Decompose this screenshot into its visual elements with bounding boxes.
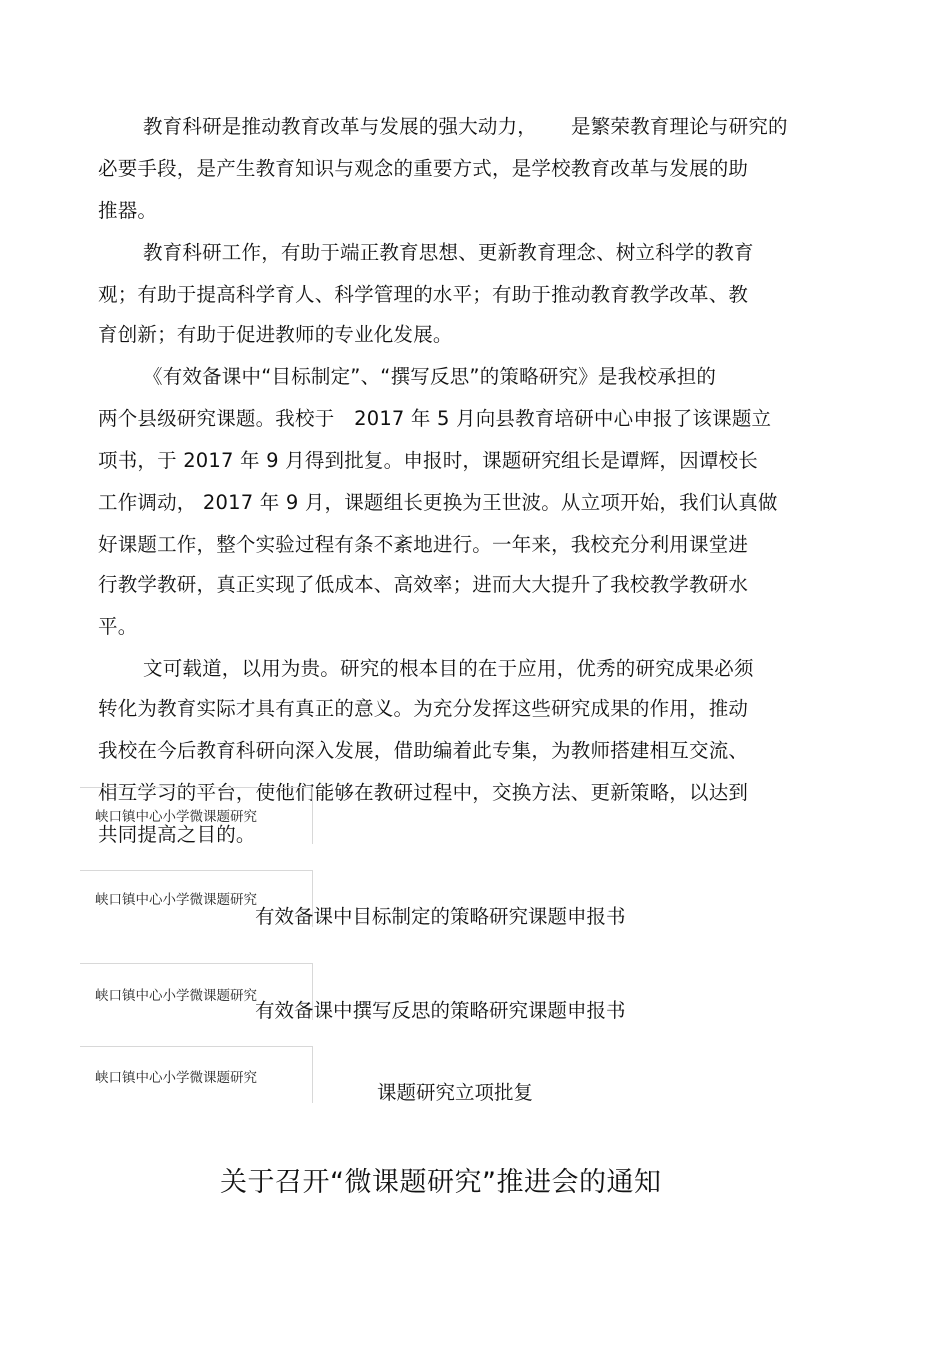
paragraph-4-line-1: 文可载道，以用为贵。研究的根本目的在于应用，优秀的研究成果必须: [143, 657, 754, 680]
paragraph-1-line-2: 必要手段，是产生教育知识与观念的重要方式，是学校教育改革与发展的助: [98, 157, 749, 180]
paragraph-2-line-2: 观；有助于提高科学育人、科学管理的水平；有助于推动教育教学改革、教: [98, 283, 749, 306]
paragraph-3-line-1: 《有效备课中“目标制定”、“撰写反思”的策略研究》是我校承担的: [143, 365, 717, 388]
paragraph-3-line-7: 平。: [98, 615, 138, 638]
paragraph-3-line-4: 工作调动， 2017 年 9 月，课题组长更换为王世波。从立项开始，我们认真做: [98, 491, 778, 514]
paragraph-3-line-5: 好课题工作，整个实验过程有条不紊地进行。一年来，我校充分利用课堂进: [98, 533, 749, 556]
page-header-text: 峡口镇中心小学微课题研究: [95, 1070, 257, 1086]
paragraph-1-line-1b: 是繁荣教育理论与研究的: [571, 115, 788, 138]
paragraph-2-line-3: 育创新；有助于促进教师的专业化发展。: [98, 323, 453, 346]
paragraph-3-line-2: 两个县级研究课题。我校于 2017 年 5 月向县教育培研中心申报了该课题立: [98, 407, 772, 430]
notice-title: 关于召开“微课题研究”推进会的通知: [220, 1167, 662, 1198]
section-title-reflection-writing: 有效备课中撰写反思的策略研究课题申报书: [255, 999, 626, 1022]
paragraph-2-line-1: 教育科研工作，有助于端正教育思想、更新教育理念、树立科学的教育: [143, 241, 754, 264]
paragraph-4-line-3: 我校在今后教育科研向深入发展，借助编着此专集，为教师搭建相互交流、: [98, 739, 749, 762]
paragraph-3-line-3: 项书，于 2017 年 9 月得到批复。申报时，课题研究组长是谭辉，因谭校长: [98, 449, 758, 472]
section-title-approval: 课题研究立项批复: [377, 1081, 534, 1104]
paragraph-1-line-1: [143, 115, 788, 139]
page-header-text: 峡口镇中心小学微课题研究: [95, 809, 257, 825]
paragraph-3-line-6: 行教学教研，真正实现了低成本、高效率；进而大大提升了我校教学教研水: [98, 573, 749, 596]
paragraph-4-line-4: 相互学习的平台，使他们能够在教研过程中，交换方法、更新策略，以达到: [98, 781, 749, 804]
paragraph-1-line-3: 推器。: [98, 199, 158, 222]
page-header-text: 峡口镇中心小学微课题研究: [95, 988, 257, 1004]
paragraph-4-line-5: 共同提高之目的。: [98, 823, 256, 846]
paragraph-4-line-2: 转化为教育实际才具有真正的意义。为充分发挥这些研究成果的作用，推动: [98, 697, 749, 720]
section-title-goal-setting: 有效备课中目标制定的策略研究课题申报书: [255, 905, 626, 928]
paragraph-1-line-1a: 教育科研是推动教育改革与发展的强大动力，: [143, 115, 538, 138]
page-header-text: 峡口镇中心小学微课题研究: [95, 892, 257, 908]
